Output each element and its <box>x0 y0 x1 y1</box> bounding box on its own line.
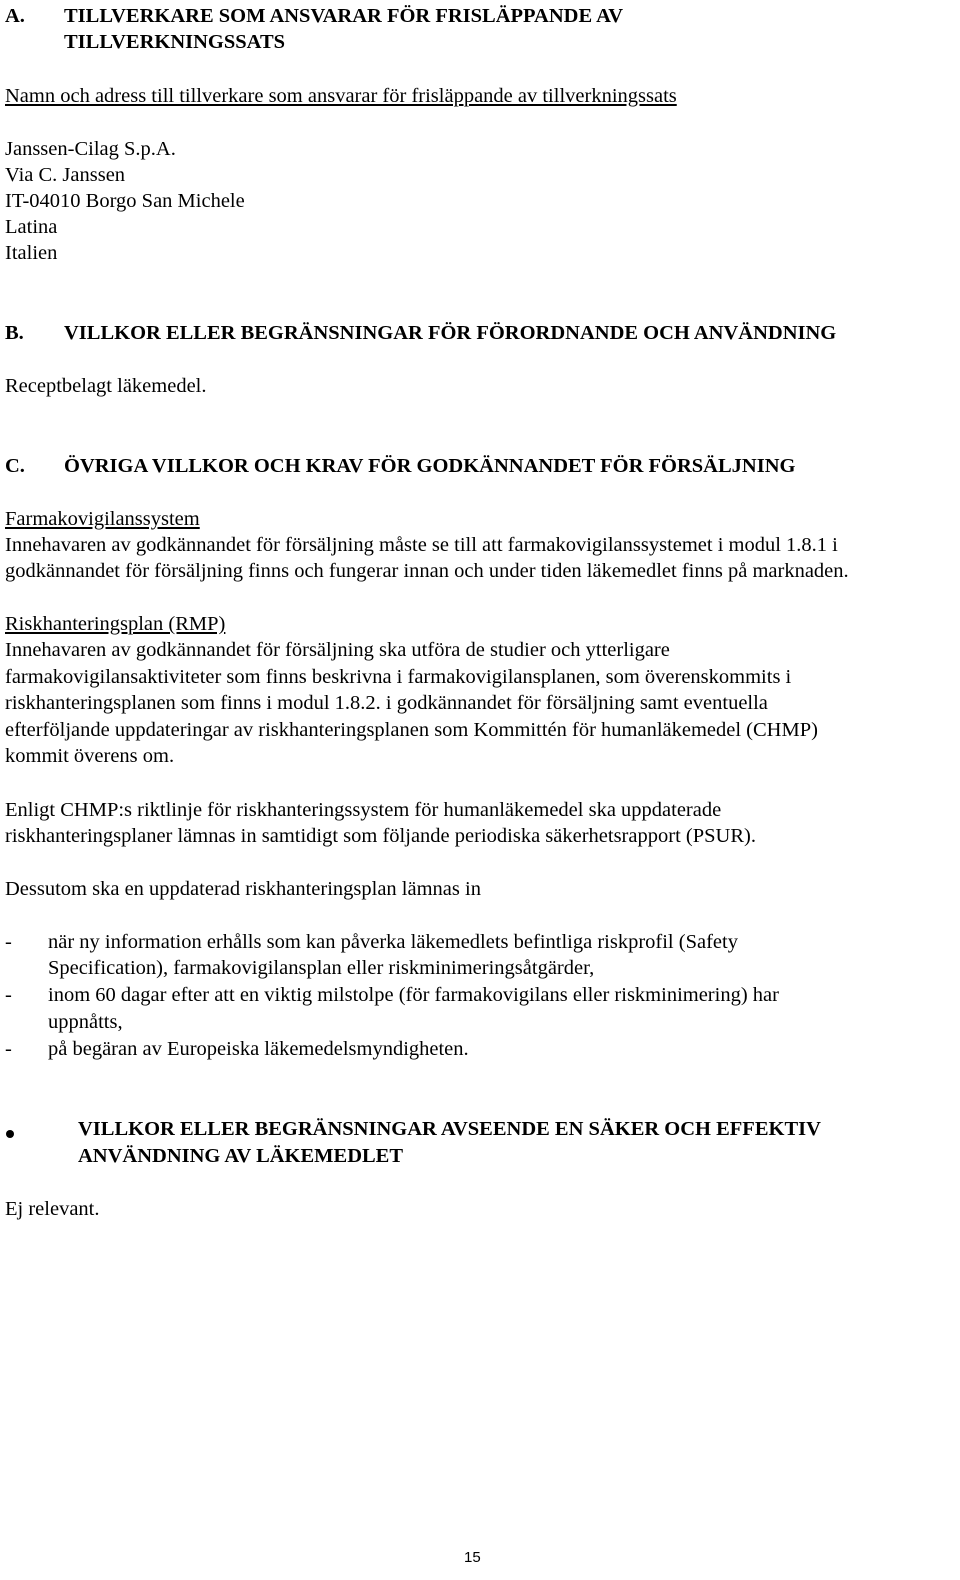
address-line: Via C. Janssen <box>5 164 126 186</box>
section-a-heading-line1: TILLVERKARE SOM ANSVARAR FÖR FRISLÄPPANDE AV <box>64 5 624 27</box>
rmp-text: farmakovigilansaktiviteter som finns beskrivna i farmakovigilansplanen, som överenskommits i <box>5 666 792 688</box>
list-item: inom 60 dagar efter att en viktig milstolpe (för farmakovigilans eller riskminimering) har <box>48 984 779 1006</box>
chmp-text: Enligt CHMP:s riktlinje för riskhanteringssystem för humanläkemedel ska uppdaterade <box>5 799 722 821</box>
section-b-text: Receptbelagt läkemedel. <box>5 375 207 397</box>
section-b-label: B. <box>5 322 24 344</box>
list-item: Specification), farmakovigilansplan eller riskminimeringsåtgärder, <box>48 957 595 979</box>
bullet-dot-icon <box>6 1130 14 1138</box>
address-line: IT-04010 Borgo San Michele <box>5 190 245 212</box>
bullet-dash: - <box>5 1038 12 1060</box>
manufacturer-subheading: Namn och adress till tillverkare som ansvarar för frisläppande av tillverkningssats <box>5 85 677 107</box>
section-d-text: Ej relevant. <box>5 1198 100 1220</box>
list-item: när ny information erhålls som kan påverka läkemedlets befintliga riskprofil (Safety <box>48 931 738 953</box>
list-item: på begäran av Europeiska läkemedelsmyndigheten. <box>48 1038 469 1060</box>
chmp-text: riskhanteringsplaner lämnas in samtidigt som följande periodiska säkerhetsrapport (PSUR). <box>5 825 756 847</box>
address-line: Janssen-Cilag S.p.A. <box>5 138 176 160</box>
pharmacovigilance-title: Farmakovigilanssystem <box>5 508 200 530</box>
list-item: uppnåtts, <box>48 1011 123 1033</box>
pharmacovigilance-text: Innehavaren av godkännandet för försäljning måste se till att farmakovigilanssystemet i modul 1.8.1 i <box>5 534 838 556</box>
bullet-dash: - <box>5 931 12 953</box>
rmp-text: kommit överens om. <box>5 745 175 767</box>
section-d-heading-line1: VILLKOR ELLER BEGRÄNSNINGAR AVSEENDE EN SÄKER OCH EFFEKTIV <box>78 1118 821 1140</box>
section-d-heading-line2: ANVÄNDNING AV LÄKEMEDLET <box>78 1145 404 1167</box>
pharmacovigilance-text: godkännandet för försäljning finns och fungerar innan och under tiden läkemedlet finns på marknaden. <box>5 560 849 582</box>
rmp-text: efterföljande uppdateringar av riskhanteringsplanen som Kommittén för humanläkemedel (CHMP) <box>5 719 818 741</box>
rmp-text: Innehavaren av godkännandet för försäljning ska utföra de studier och ytterligare <box>5 639 670 661</box>
section-c-label: C. <box>5 455 25 477</box>
rmp-title: Riskhanteringsplan (RMP) <box>5 613 226 635</box>
address-line: Latina <box>5 216 58 238</box>
section-b-heading: VILLKOR ELLER BEGRÄNSNINGAR FÖR FÖRORDNANDE OCH ANVÄNDNING <box>64 322 837 344</box>
address-line: Italien <box>5 242 58 264</box>
section-c-heading: ÖVRIGA VILLKOR OCH KRAV FÖR GODKÄNNANDET FÖR FÖRSÄLJNING <box>64 455 796 477</box>
update-intro: Dessutom ska en uppdaterad riskhanteringsplan lämnas in <box>5 878 481 900</box>
rmp-text: riskhanteringsplanen som finns i modul 1.8.2. i godkännandet för försäljning samt eventuella <box>5 692 768 714</box>
section-a-label: A. <box>5 5 25 27</box>
bullet-dash: - <box>5 984 12 1006</box>
section-a-heading-line2: TILLVERKNINGSSATS <box>64 31 286 53</box>
page-number: 15 <box>464 1549 481 1566</box>
